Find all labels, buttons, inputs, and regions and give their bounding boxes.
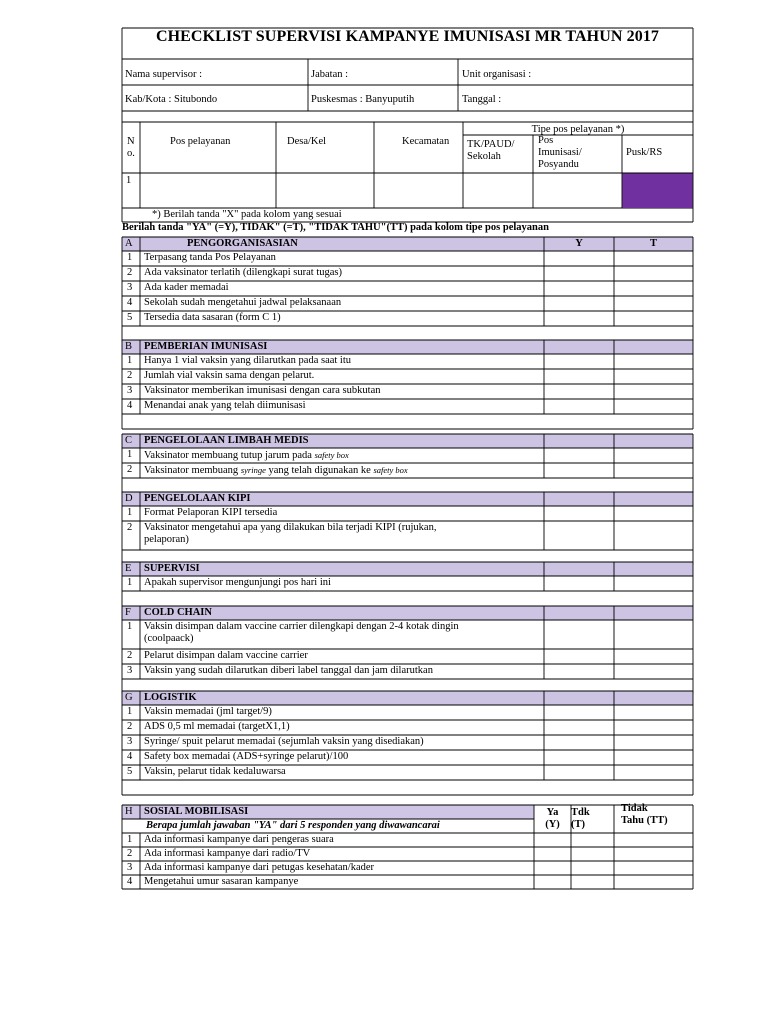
section-header-fill [122,562,693,576]
checklist-item-text: Tersedia data sasaran (form C 1) [144,312,281,323]
item-number: 3 [127,862,133,873]
sosmob-item-text: Mengetahui umur sasaran kampanye [144,876,299,887]
column-tt-header: Tidak Tahu (TT) [621,803,668,826]
jabatan-field: Jabatan : [311,69,349,80]
column-y-header: Y [575,238,583,249]
italic-term: safety box [373,465,408,475]
column-tdk-header: Tdk (T) [571,807,590,830]
checklist-item-text: Hanya 1 vial vaksin yang dilarutkan pada saat itu [144,355,352,366]
section-title: COLD CHAIN [144,607,212,618]
item-number: 4 [127,876,133,887]
item-number: 3 [127,385,133,396]
item-number: 3 [127,282,133,293]
item-number: 1 [127,834,133,845]
item-number: 1 [127,706,133,717]
section-letter: E [125,563,132,574]
section-title: PENGELOLAAN LIMBAH MEDIS [144,435,309,446]
checklist-item-text: Pelarut disimpan dalam vaccine carrier [144,650,308,661]
item-number: 1 [127,449,133,460]
section-title: PENGELOLAAN KIPI [144,493,251,504]
item-number: 4 [127,751,133,762]
tanggal-field: Tanggal : [462,94,502,105]
item-number: 2 [127,464,133,475]
pos-imunisasi-header: Pos Imunisasi/ Posyandu [538,135,582,170]
checklist-item-text: Vaksin yang sudah dilarutkan diberi label tanggal dan jam dilarutkan [144,665,433,676]
checklist-item-text: ADS 0,5 ml memadai (targetX1,1) [144,721,290,732]
puskesmas-field: Puskesmas : Banyuputih [311,94,415,105]
checklist-item-text: Ada vaksinator terlatih (dilengkapi surat tugas) [144,267,342,278]
section-title: PENGORGANISASIAN [187,238,298,249]
section-letter: H [125,806,133,817]
item-number: 5 [127,312,133,323]
section-letter: D [125,493,133,504]
section-title: PEMBERIAN IMUNISASI [144,341,268,352]
pusk-rs-checked-cell [623,174,693,209]
instruction-text: Berilah tanda "YA" (=Y), TIDAK" (=T), "TIDAK TAHU"(TT) pada kolom tipe pos pelayanan [122,222,549,233]
unit-field: Unit organisasi : [462,69,532,80]
italic-term: safety box [314,450,349,460]
tipe-pos-header: Tipe pos pelayanan *) [531,124,625,135]
item-text-part: yang telah digunakan ke [265,465,374,476]
checklist-item-text: Safety box memadai (ADS+syringe pelarut)/100 [144,751,349,762]
item-number: 2 [127,370,133,381]
item-number: 1 [127,621,133,632]
checklist-item-text: Vaksinator memberikan imunisasi dengan cara subkutan [144,385,381,396]
section-letter: B [125,341,133,352]
checklist-item-text: Format Pelaporan KIPI tersedia [144,507,278,518]
section-title: SOSIAL MOBILISASI [144,806,249,817]
item-number: 2 [127,721,133,732]
item-number: 1 [127,355,133,366]
footnote: *) Berilah tanda "X" pada kolom yang sesuai [152,209,342,220]
checklist-item-text: Vaksin, pelarut tidak kedaluwarsa [144,766,286,777]
item-number: 5 [127,766,133,777]
item-number: 1 [127,252,133,263]
item-number: 4 [127,297,133,308]
checklist-item-text: Apakah supervisor mengunjungi pos hari ini [144,577,331,588]
sosmob-item-text: Ada informasi kampanye dari petugas kesehatan/kader [144,862,375,873]
checklist-item-text: Ada kader memadai [144,282,229,293]
item-number: 1 [127,577,133,588]
item-number: 3 [127,665,133,676]
checklist-item-text: Syringe/ spuit pelarut memadai (sejumlah vaksin yang disediakan) [144,736,424,747]
sosmob-item-text: Ada informasi kampanye dari pengeras suara [144,834,334,845]
item-text-part: Vaksinator membuang [144,465,241,476]
item-number: 2 [127,650,133,661]
kab-field: Kab/Kota : Situbondo [125,94,218,105]
supervisor-field: Nama supervisor : [125,69,202,80]
checklist-item-text: Menandai anak yang telah diimunisasi [144,400,306,411]
checklist-item-text [144,449,349,462]
section-header-fill [122,691,693,705]
section-letter: G [125,692,133,703]
checklist-item-text: Sekolah sudah mengetahui jadwal pelaksanaan [144,297,342,308]
section-h-subtitle: Berapa jumlah jawaban "YA" dari 5 responden yang diwawancarai [146,820,440,831]
pos-pelayanan-header: Pos pelayanan [170,136,231,147]
checklist-item-text: Vaksinator mengetahui apa yang dilakukan bila terjadi KIPI (rujukan, [144,522,437,533]
checklist-item-text-cont: (coolpaack) [144,633,194,644]
checklist-item-text: Terpasang tanda Pos Pelayanan [144,252,276,263]
checklist-item-text-cont: pelaporan) [144,534,189,545]
item-number: 4 [127,400,133,411]
section-title: LOGISTIK [144,692,197,703]
item-number: 2 [127,848,133,859]
checklist-item-text [144,464,408,477]
tk-paud-header: TK/PAUD/ Sekolah [467,139,515,162]
kecamatan-header: Kecamatan [402,136,450,147]
italic-term: syringe [240,465,266,475]
item-number: 3 [127,736,133,747]
column-t-header: T [649,238,657,249]
checklist-item-text: Vaksin memadai (jml target/9) [144,706,272,717]
section-letter: F [125,607,131,618]
desa-header: Desa/Kel [287,136,327,147]
pusk-rs-header: Pusk/RS [626,147,663,158]
column-ya-header: Ya (Y) [545,807,560,830]
item-number: 2 [127,522,133,533]
no-header: N o. [127,136,135,159]
section-letter: A [125,238,133,249]
section-letter: C [125,435,133,446]
sosmob-item-text: Ada informasi kampanye dari radio/TV [144,848,311,859]
form-title: CHECKLIST SUPERVISI KAMPANYE IMUNISASI MR TAHUN 2017 [155,28,660,45]
section-title: SUPERVISI [144,563,200,574]
item-number: 1 [127,507,133,518]
row-number: 1 [126,175,132,186]
checklist-item-text: Jumlah vial vaksin sama dengan pelarut. [144,370,315,381]
checklist-item-text: Vaksin disimpan dalam vaccine carrier dilengkapi dengan 2-4 kotak dingin [144,621,459,632]
item-text-part: Vaksinator membuang tutup jarum pada [144,450,315,461]
item-number: 2 [127,267,133,278]
